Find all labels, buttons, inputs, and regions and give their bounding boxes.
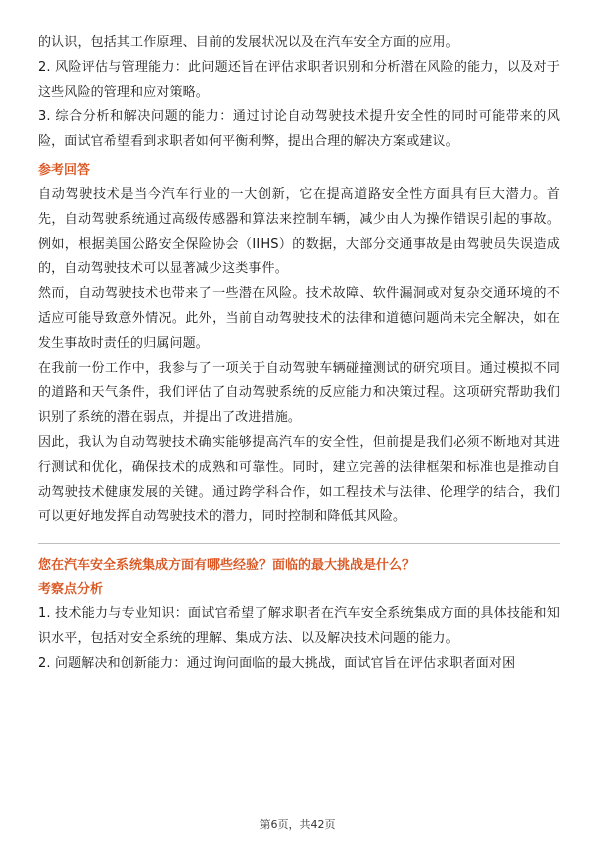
intro-tail: 的认识，包括其工作原理、目前的发展状况以及在汽车安全方面的应用。	[38, 35, 459, 50]
page-number: 第6页，共42页	[259, 818, 336, 831]
answer-paragraph-1: 自动驾驶技术是当今汽车行业的一大创新，它在提高道路安全性方面具有巨大潜力。首先，自动驾驶系统通过高级传感器和算法来控制车辆，减少由人为操作错误引起的事故。例如，根据美国公路安全保险协会（IIHS）的数据，大部分交通事故是由驾驶员失误造成的，自动驾驶技术可以显著减少这类事件。	[38, 186, 560, 277]
reference-heading: 参考回答	[38, 162, 91, 178]
analysis-point-3: 3. 综合分析和解决问题的能力：通过讨论自动驾驶技术提升安全性的同时可能带来的风险，面试官希望看到求职者如何平衡利弊，提出合理的解决方案或建议。	[38, 109, 560, 150]
analysis-b-point-2: 2. 问题解决和创新能力：通过询问面临的最大挑战，面试官旨在评估求职者面对困	[38, 655, 516, 671]
answer-paragraph-4: 因此，我认为自动驾驶技术确实能够提高汽车的安全性，但前提是我们必须不断地对其进行测试和优化，确保技术的成熟和可靠性。同时，建立完善的法律框架和标准也是推动自动驾驶技术健康发展的关键。通过跨学科合作，如工程技术与法律、伦理学的结合，我们可以更好地发挥自动驾驶技术的潜力，同时控制和降低其风险。	[38, 434, 560, 525]
answer-paragraph-2: 然而，自动驾驶技术也带来了一些潜在风险。技术故障、软件漏洞或对复杂交通环境的不适应可能导致意外情况。此外，当前自动驾驶技术的法律和道德问题尚未完全解决，如在发生事故时责任的归属问题。	[38, 286, 560, 351]
analysis-heading: 考察点分析	[38, 582, 104, 598]
section-divider	[38, 543, 560, 544]
next-question: 您在汽车安全系统集成方面有哪些经验？面临的最大挑战是什么？	[38, 558, 416, 574]
analysis-b-point-1: 1. 技术能力与专业知识：面试官希望了解求职者在汽车安全系统集成方面的具体技能和知识水平，包括对安全系统的理解、集成方法、以及解决技术问题的能力。	[38, 606, 560, 646]
analysis-point-2: 2. 风险评估与管理能力：此问题还旨在评估求职者识别和分析潜在风险的能力，以及对于这些风险的管理和应对策略。	[38, 59, 560, 100]
page-content	[38, 0, 560, 677]
answer-paragraph-3: 在我前一份工作中，我参与了一项关于自动驾驶车辆碰撞测试的研究项目。通过模拟不同的道路和天气条件，我们评估了自动驾驶系统的反应能力和决策过程。这项研究帮助我们识别了系统的潜在弱点，并提出了改进措施。	[38, 360, 560, 426]
